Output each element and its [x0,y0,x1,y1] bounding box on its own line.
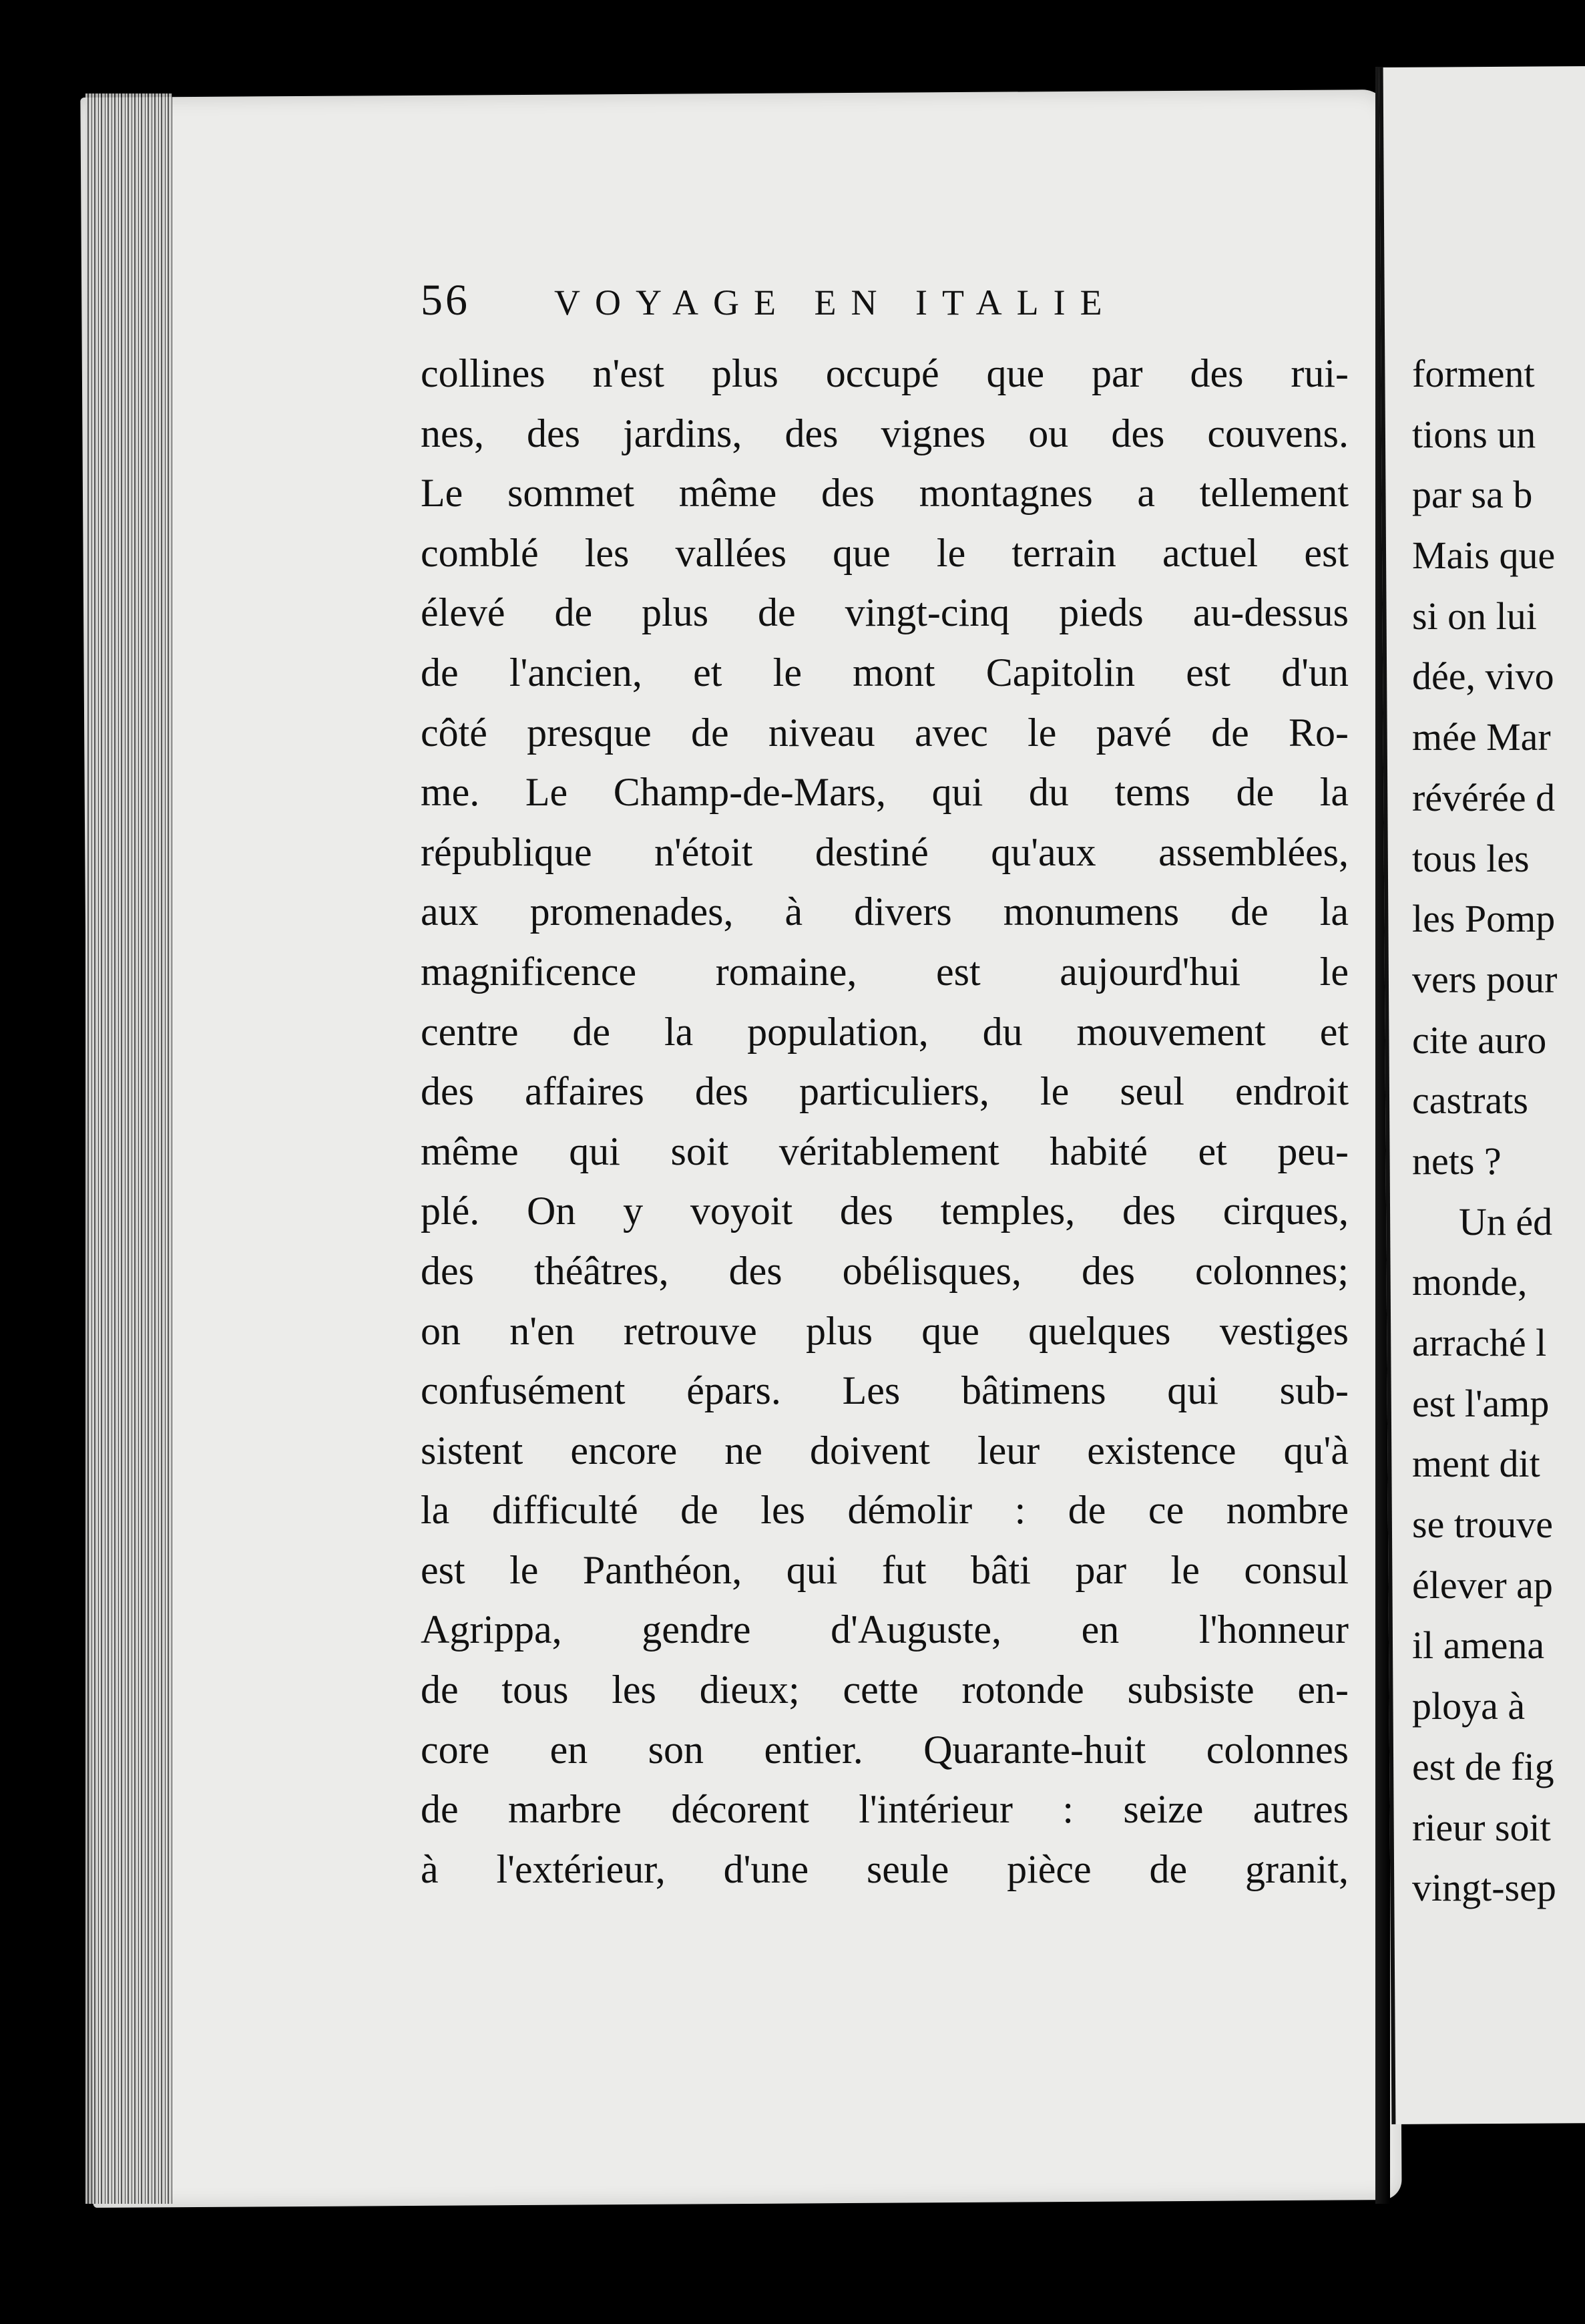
facing-text-line: se trouve [1412,1503,1553,1547]
facing-text-line: monde, [1412,1260,1528,1304]
text-line: aux promenades, à divers monumens de la [421,890,1349,934]
page-number: 56 [421,276,470,325]
text-line: de marbre décorent l'intérieur : seize autres [421,1787,1349,1832]
text-line: élevé de plus de vingt-cinq pieds au-dessus [421,590,1349,635]
facing-text-line: cite auro [1412,1018,1547,1062]
facing-text-line: tions un [1412,412,1536,456]
text-line: la difficulté de les démolir : de ce nombre [421,1488,1349,1533]
facing-text-line: est l'amp [1412,1381,1550,1425]
text-line: même qui soit véritablement habité et peu- [421,1129,1349,1173]
text-line: côté presque de niveau avec le pavé de Ro- [421,710,1349,755]
text-line: plé. On y voyoit des temples, des cirques, [421,1189,1349,1233]
facing-text-line: dée, vivo [1412,654,1554,699]
facing-text-line: vingt-sep [1412,1866,1556,1910]
text-line: Le sommet même des montagnes a tellement [421,471,1349,516]
facing-text-line: rieur soit [1412,1805,1551,1849]
facing-text-line: forment [1412,352,1535,395]
facing-text-line: nets ? [1412,1139,1502,1183]
text-line: on n'en retrouve plus que quelques vestiges [421,1308,1349,1353]
facing-text-line: élever ap [1412,1563,1553,1607]
facing-text-line: il amena [1412,1623,1545,1668]
text-line: magnificence romaine, est aujourd'hui le [421,949,1349,994]
facing-text-line: est de fig [1412,1744,1554,1788]
text-line: Agrippa, gendre d'Auguste, en l'honneur [421,1607,1349,1652]
facing-text-line: vers pour [1412,957,1558,1001]
text-line: me. Le Champ-de-Mars, qui du tems de la [421,770,1349,815]
text-line: des affaires des particuliers, le seul endroit [421,1069,1349,1114]
page-fore-edge [85,93,172,2204]
text-line: république n'étoit destiné qu'aux assemblées, [421,829,1349,874]
text-line: comblé les vallées que le terrain actuel est [421,530,1349,575]
facing-text-line: castrats [1412,1079,1528,1123]
facing-text-line: arraché l [1412,1321,1547,1364]
text-line: à l'extérieur, d'une seule pièce de granit, [421,1847,1349,1891]
facing-text-line: tous les [1412,836,1530,880]
body-text [421,344,1349,1899]
text-line: collines n'est plus occupé que par des rui- [421,351,1349,395]
running-head: VOYAGE EN ITALIE [554,282,1117,323]
text-line: core en son entier. Quarante-huit colonnes [421,1727,1349,1772]
facing-text-line: mée Mar [1412,715,1551,759]
facing-page-text [1412,344,1557,1919]
facing-text-line: ment dit [1412,1442,1540,1486]
text-line: nes, des jardins, des vignes ou des couvens. [421,411,1349,455]
facing-text-line: révérée d [1412,775,1556,819]
text-line: des théâtres, des obélisques, des colonnes; [421,1248,1349,1293]
facing-text-line: ploya à [1412,1684,1526,1728]
text-line: de tous les dieux; cette rotonde subsiste en- [421,1668,1349,1712]
facing-text-line: les Pomp [1412,897,1556,941]
text-line: confusément épars. Les bâtimens qui sub- [421,1368,1349,1413]
page-header [421,275,1117,326]
text-line: centre de la population, du mouvement et [421,1009,1349,1054]
facing-text-line: par sa b [1412,473,1533,517]
facing-text-line: Mais que [1412,534,1556,578]
text-line: sistent encore ne doivent leur existence qu'à [421,1428,1349,1473]
text-line: est le Panthéon, qui fut bâti par le consul [421,1547,1349,1592]
text-line: de l'ancien, et le mont Capitolin est d'un [421,650,1349,695]
facing-text-line: Un éd [1459,1199,1553,1243]
facing-text-line: si on lui [1412,594,1537,638]
